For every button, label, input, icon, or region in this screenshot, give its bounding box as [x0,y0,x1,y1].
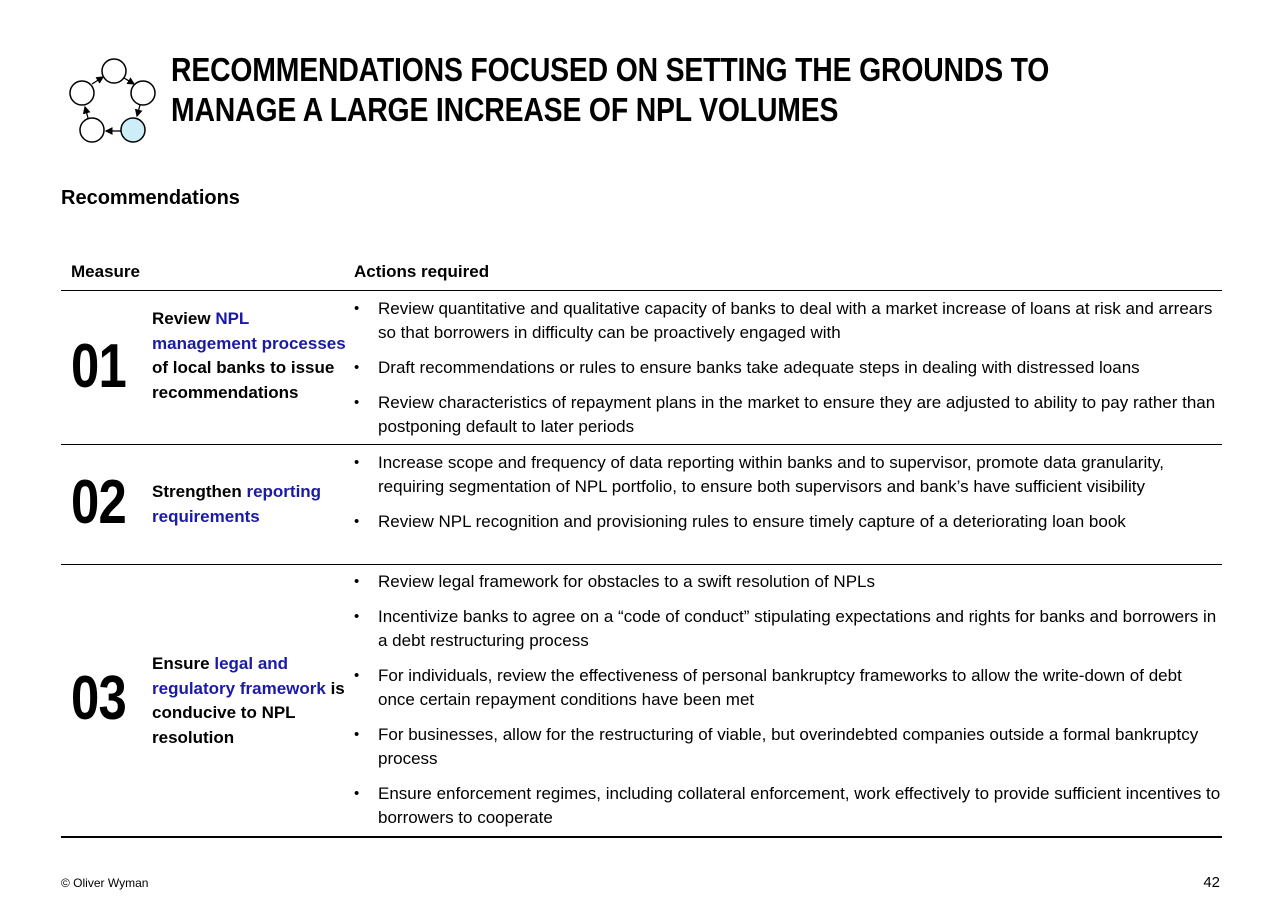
page-title: RECOMMENDATIONS FOCUSED ON SETTING THE GROUNDS TO MANAGE A LARGE INCREASE OF NPL VOLUMES [171,51,1050,128]
action-list [354,451,1222,545]
measure-text: Strengthen reporting requirements [152,482,322,526]
action-item: • Review NPL recognition and provisioning rules to ensure timely capture of a deteriorating loan book [354,510,1222,534]
action-item: • Review quantitative and qualitative capacity of banks to deal with a market increase of loans at risk and arrears so that borrowers in difficulty can be proactively engaged with [354,297,1222,345]
measure-number: 01 [71,332,126,401]
table-row [61,291,1222,444]
action-list [354,297,1222,450]
measure-text: Review NPL management processes of local banks to issue recommendations [152,309,346,402]
page-number: 42 [1203,874,1220,891]
column-header-measure: Measure [71,262,140,281]
action-item: • Incentivize banks to agree on a “code of conduct” stipulating expectations and rights for banks and borrowers in a debt restructuring process [354,605,1222,653]
action-item: • Review legal framework for obstacles to a swift resolution of NPLs [354,570,1222,594]
table-row [61,565,1222,836]
section-subtitle: Recommendations [61,187,240,209]
action-item: • Review characteristics of repayment plans in the market to ensure they are adjusted to ability to pay rather than postponing default to later periods [354,391,1222,439]
column-header-actions: Actions required [354,262,490,281]
action-item: • Draft recommendations or rules to ensure banks take adequate steps in dealing with distressed loans [354,356,1222,380]
action-list [354,570,1222,841]
action-item: • For businesses, allow for the restructuring of viable, but overindebted companies outside a formal bankruptcy process [354,723,1222,771]
table-row [61,445,1222,564]
table-bottom-rule [61,836,1222,838]
copyright-notice: © Oliver Wyman [61,876,149,890]
action-item: • For individuals, review the effectiveness of personal bankruptcy frameworks to allow the write-down of debt once certain repayment conditions have been met [354,664,1222,712]
cycle-logo-icon [66,56,160,148]
measure-number: 03 [71,664,126,733]
action-item: • Ensure enforcement regimes, including collateral enforcement, work effectively to provide sufficient incentives to borrowers to cooperate [354,782,1222,830]
action-item: • Increase scope and frequency of data reporting within banks and to supervisor, promote data granularity, requiring segmentation of NPL portfolio, to ensure both supervisors and bank’s have sufficient visibility [354,451,1222,499]
measure-number: 02 [71,468,126,537]
measure-text: Ensure legal and regulatory framework is conducive to NPL resolution [152,654,345,747]
